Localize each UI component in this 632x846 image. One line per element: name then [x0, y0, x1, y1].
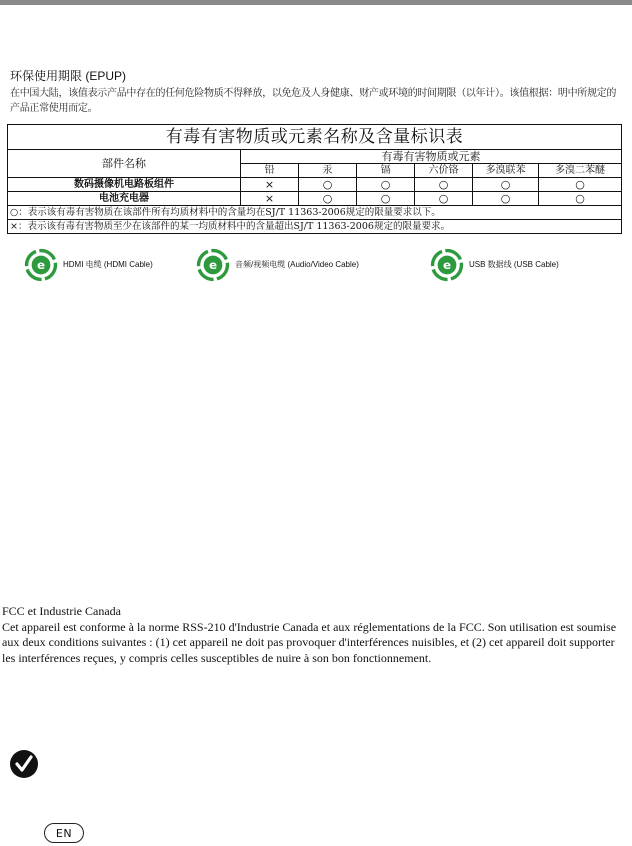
- substance-mark: ○: [357, 192, 415, 206]
- cable-item-hdmi: [24, 247, 153, 283]
- svg-text:e: e: [208, 258, 218, 273]
- top-rule: [0, 0, 632, 5]
- cable-item-audio-video: [196, 247, 359, 283]
- language-badge: EN: [44, 823, 84, 843]
- substance-mark: ○: [357, 178, 415, 192]
- fcc-paragraph: Cet appareil est conforme à la norme RSS-210 d'Industrie Canada et aux réglementations de la FCC. Son utilisation est soumise aux deux conditions suivantes : (1) cet appareil ne doit pas provoquer d'interférences nuisibles, et (2) cet appareil doit supporter les interférences reçues, y compris celles susceptibles de nuire à son bon fonctionnement.: [2, 619, 617, 665]
- c-tick-mark-icon: [9, 749, 39, 779]
- epup-e-recycle-icon: [196, 248, 230, 282]
- epup-e-recycle-icon: [430, 248, 464, 282]
- substance-mark: ×: [241, 192, 299, 206]
- substance-mark: ○: [415, 192, 473, 206]
- substance-mark: ×: [241, 178, 299, 192]
- cable-item-usb: [430, 247, 559, 283]
- fcc-section: [2, 604, 630, 666]
- column-header: 镉: [357, 164, 415, 178]
- part-name: 电池充电器: [8, 192, 241, 206]
- table-row: [8, 192, 622, 206]
- substance-mark: ○: [415, 178, 473, 192]
- cable-label: HDMI 电缆 (HDMI Cable): [63, 259, 153, 269]
- cable-label: 音频/视频电缆 (Audio/Video Cable): [235, 259, 359, 269]
- column-header: 汞: [299, 164, 357, 178]
- table-note: ×：表示该有毒有害物质至少在该部件的某一均质材料中的含量超出SJ/T 11363-2006规定的限量要求。: [8, 220, 622, 234]
- column-header: 六价铬: [415, 164, 473, 178]
- svg-text:e: e: [36, 258, 46, 273]
- substance-mark: ○: [299, 192, 357, 206]
- part-name: 数码摄像机电路板组件: [8, 178, 241, 192]
- epup-heading: 环保使用期限 (EPUP): [10, 69, 127, 83]
- hazardous-substance-table: [7, 124, 622, 234]
- substance-mark: ○: [539, 192, 622, 206]
- table-title: 有毒有害物质或元素名称及含量标识表: [8, 125, 622, 150]
- epup-paragraph: 在中国大陆，该值表示产品中存在的任何危险物质不得释放，以免危及人身健康、财产或环境的时间期限（以年计）。该值根据：明中所规定的产品正常使用而定。: [10, 88, 617, 114]
- substance-mark: ○: [299, 178, 357, 192]
- fcc-heading: FCC et Industrie Canada: [2, 604, 121, 618]
- substance-mark: ○: [539, 178, 622, 192]
- substance-group-header: 有毒有害物质或元素: [241, 150, 622, 164]
- column-header: 多溴联苯: [473, 164, 539, 178]
- column-header: 铅: [241, 164, 299, 178]
- part-name-header: 部件名称: [8, 150, 241, 178]
- cable-epup-row: [0, 247, 632, 283]
- column-header: 多溴二苯醚: [539, 164, 622, 178]
- table-note: ○：表示该有毒有害物质在该部件所有均质材料中的含量均在SJ/T 11363-2006规定的限量要求以下。: [8, 206, 622, 220]
- epup-e-recycle-icon: [24, 248, 58, 282]
- svg-text:e: e: [442, 258, 452, 273]
- substance-mark: ○: [473, 192, 539, 206]
- cable-label: USB 数据线 (USB Cable): [469, 259, 559, 269]
- table-row: [8, 178, 622, 192]
- substance-mark: ○: [473, 178, 539, 192]
